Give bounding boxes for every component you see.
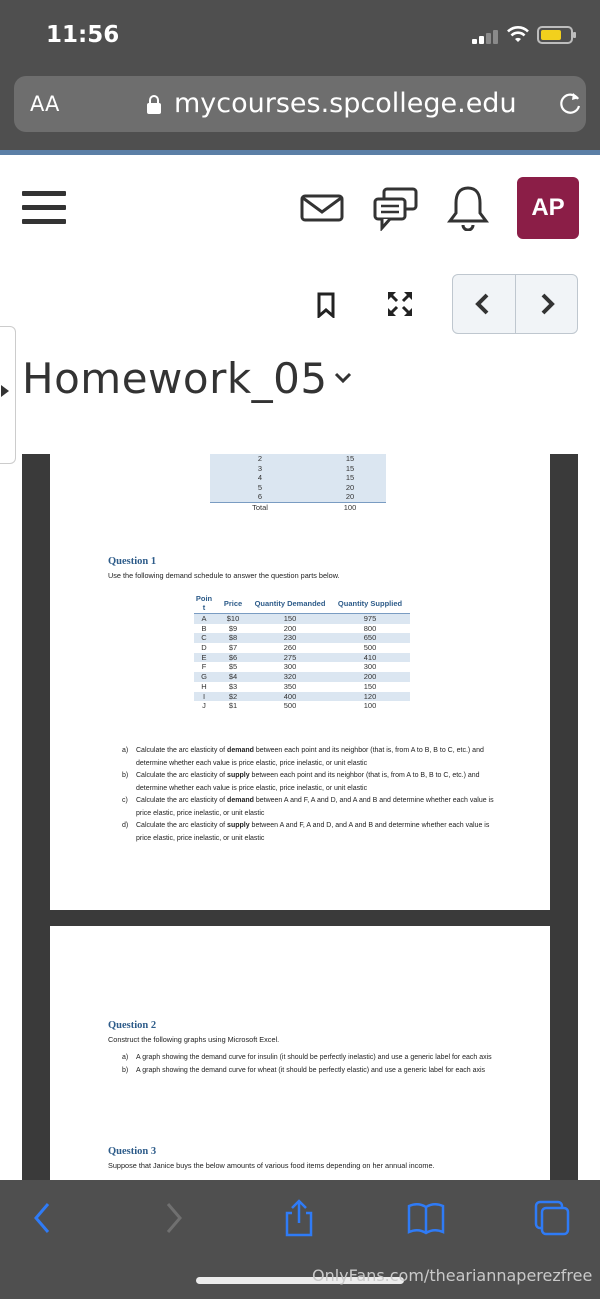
item-text: Calculate the arc elasticity of — [136, 747, 228, 754]
watermark: OnlyFans.com/theariannaperezfree — [312, 1266, 593, 1285]
table-cell: 260 — [283, 643, 297, 653]
table-cell: 300 — [363, 662, 377, 672]
tabs-icon[interactable] — [532, 1198, 572, 1238]
table-cell: 800 — [363, 623, 377, 633]
item-text: Calculate the arc elasticity of — [136, 822, 228, 829]
list-label: d) — [122, 822, 129, 829]
table-row — [194, 701, 410, 711]
question-parts — [122, 745, 502, 845]
table-cell: 275 — [283, 652, 297, 662]
table-cell: 150 — [363, 681, 377, 691]
table-row — [194, 692, 410, 702]
item-text: between A and F, A and D, and A and B and determine whether each value is price elastic, price inelastic, or unit elastic — [136, 822, 490, 842]
table-header-row — [194, 592, 410, 614]
item-text: Calculate the arc elasticity of — [136, 797, 228, 804]
cellular-signal-icon — [472, 30, 500, 44]
table-cell: B — [201, 623, 207, 633]
lms-header — [0, 155, 600, 260]
table-cell: G — [201, 672, 207, 682]
list-label: c) — [122, 797, 128, 804]
browser-toolbar — [0, 1180, 600, 1299]
table-cell: 15 — [345, 454, 355, 463]
forward-icon[interactable] — [152, 1198, 192, 1238]
table-cell: 15 — [345, 473, 355, 482]
table-cell: $3 — [228, 681, 238, 691]
table-cell: $1 — [228, 701, 238, 711]
table-row — [194, 624, 410, 634]
question-heading: Question 2 — [108, 1020, 157, 1031]
list-item — [122, 770, 502, 795]
totals-table — [210, 454, 386, 511]
item-text: A graph showing the demand curve for insulin (it should be perfectly inelastic) and use a generic label for each axis — [136, 1054, 492, 1061]
item-emphasis: supply — [227, 772, 250, 779]
table-cell: $5 — [228, 662, 238, 672]
bookmark-icon[interactable] — [317, 292, 335, 318]
item-emphasis: supply — [227, 822, 250, 829]
menu-icon[interactable] — [22, 191, 66, 225]
table-cell: $10 — [226, 614, 240, 623]
back-icon[interactable] — [24, 1198, 64, 1238]
notification-bell-icon[interactable] — [444, 183, 492, 231]
table-row — [194, 662, 410, 672]
table-cell: H — [201, 681, 207, 691]
table-cell: 200 — [283, 623, 297, 633]
table-row — [210, 473, 386, 483]
table-cell: 2 — [257, 454, 263, 463]
table-cell: $4 — [228, 672, 238, 682]
demand-schedule-table — [194, 592, 410, 711]
table-header-cell: Poin t — [195, 594, 213, 612]
table-cell: 6 — [257, 492, 263, 501]
table-cell: 5 — [257, 482, 263, 492]
question-prompt: Construct the following graphs using Microsoft Excel. — [108, 1035, 280, 1044]
table-cell: 400 — [283, 691, 297, 701]
question-prompt: Use the following demand schedule to answer the question parts below. — [108, 571, 340, 580]
table-cell: E — [201, 652, 207, 662]
bookmarks-icon[interactable] — [406, 1198, 446, 1238]
list-item — [122, 745, 502, 770]
table-cell: $9 — [228, 623, 238, 633]
table-row — [194, 643, 410, 653]
list-item — [122, 1065, 502, 1078]
table-row — [194, 672, 410, 682]
table-row — [194, 614, 410, 624]
text-size-button[interactable]: AA — [30, 92, 60, 116]
fullscreen-icon[interactable] — [386, 290, 414, 318]
table-cell: 230 — [283, 633, 297, 643]
table-cell: A — [201, 614, 207, 623]
table-cell: 650 — [363, 633, 377, 643]
table-cell: 20 — [345, 492, 355, 501]
item-text: between each point and its neighbor (that is, from A to B, B to C, etc.) and determine whether each value is price elastic, price inelastic, or unit elastic — [136, 772, 480, 792]
document-page — [50, 926, 550, 1186]
table-cell: $2 — [228, 691, 238, 701]
list-item — [122, 1052, 502, 1065]
table-cell: 300 — [283, 662, 297, 672]
table-header-cell: Price — [223, 599, 243, 608]
table-row — [210, 492, 386, 502]
table-cell: 320 — [283, 672, 297, 682]
table-cell: 500 — [363, 643, 377, 653]
table-cell: J — [202, 701, 206, 711]
item-text: A graph showing the demand curve for wheat (it should be perfectly elastic) and use a generic label for each axis — [136, 1066, 486, 1074]
lock-icon — [146, 94, 162, 114]
list-item — [122, 820, 502, 845]
next-arrow-icon[interactable] — [527, 285, 567, 323]
list-item — [122, 795, 502, 820]
item-navigation — [452, 274, 578, 334]
battery-icon — [537, 26, 573, 44]
table-row — [210, 483, 386, 493]
table-cell: 500 — [283, 701, 297, 711]
chevron-down-icon[interactable] — [334, 372, 352, 384]
table-cell: 20 — [345, 482, 355, 492]
table-row — [210, 454, 386, 464]
item-text: between A and F, A and D, and A and B and determine whether each value is price elastic, price inelastic, or unit elastic — [136, 797, 494, 817]
table-cell: $7 — [228, 643, 238, 653]
list-label: b) — [122, 772, 129, 779]
reload-icon[interactable] — [558, 90, 584, 116]
list-label: a) — [122, 1054, 129, 1061]
item-emphasis: demand — [227, 747, 254, 754]
table-row — [194, 682, 410, 692]
table-cell: 3 — [257, 463, 263, 473]
table-header-cell: Quantity Demanded — [254, 599, 326, 608]
avatar[interactable]: AP — [517, 177, 579, 239]
question-prompt: Suppose that Janice buys the below amounts of various food items depending on her annual income. — [108, 1161, 435, 1170]
mail-icon[interactable] — [298, 183, 346, 231]
document-page — [50, 454, 550, 910]
table-cell: 4 — [257, 473, 263, 482]
table-row — [210, 464, 386, 474]
table-row — [194, 633, 410, 643]
share-icon[interactable] — [279, 1198, 319, 1238]
list-label: a) — [122, 747, 129, 754]
table-row — [194, 653, 410, 663]
item-emphasis: demand — [227, 797, 254, 804]
table-cell: F — [201, 662, 207, 672]
page-title: Homework_05 — [22, 354, 328, 403]
question-parts — [122, 1052, 502, 1077]
question-heading: Question 3 — [108, 1146, 157, 1157]
previous-arrow-icon[interactable] — [463, 285, 503, 323]
chat-icon[interactable] — [372, 183, 420, 231]
table-cell: $6 — [228, 652, 238, 662]
address-bar[interactable] — [14, 76, 586, 132]
list-label: b) — [122, 1066, 129, 1074]
table-cell: 100 — [363, 701, 377, 711]
table-header-cell: Quantity Supplied — [337, 599, 403, 608]
table-cell: 350 — [283, 681, 297, 691]
item-text: Calculate the arc elasticity of — [136, 772, 228, 779]
wifi-icon — [506, 24, 530, 44]
table-cell: 120 — [363, 691, 377, 701]
table-cell: 975 — [363, 614, 377, 623]
clock: 11:56 — [46, 22, 120, 48]
table-cell: 410 — [363, 652, 377, 662]
document-viewer[interactable] — [22, 454, 578, 1180]
table-cell: 100 — [343, 502, 357, 512]
status-bar — [0, 0, 600, 70]
table-cell: 15 — [345, 463, 355, 473]
content-area — [0, 260, 600, 1180]
question-heading: Question 1 — [108, 556, 157, 567]
table-cell: 200 — [363, 672, 377, 682]
table-cell: I — [202, 691, 206, 701]
side-panel-toggle[interactable] — [0, 326, 16, 464]
table-cell: 150 — [283, 614, 297, 623]
item-text: between each point and its neighbor (that is, from A to B, B to C, etc.) and determine whether each value is price elastic, price inelastic, or unit elastic — [136, 747, 484, 767]
table-cell: D — [201, 643, 207, 653]
caret-right-icon — [1, 385, 9, 397]
table-cell: $8 — [228, 633, 238, 643]
table-cell: Total — [252, 502, 268, 512]
table-row — [210, 502, 386, 512]
table-cell: C — [201, 633, 207, 643]
browser-chrome — [0, 70, 600, 150]
url-text[interactable]: mycourses.spcollege.edu — [174, 88, 517, 119]
